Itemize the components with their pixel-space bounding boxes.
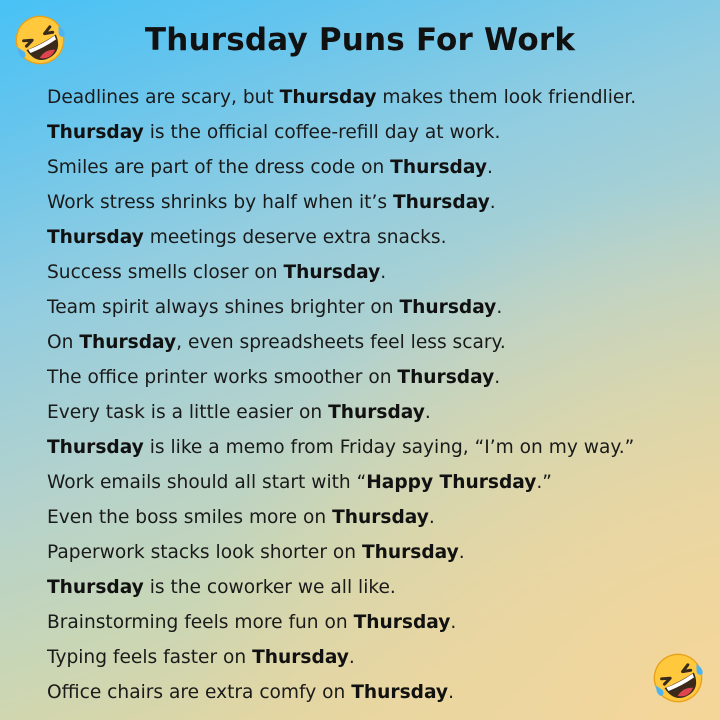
pun-text: . (380, 262, 387, 283)
pun-line (47, 115, 636, 150)
pun-text: .” (536, 472, 552, 493)
pun-text: is the official coffee-refill day at work. (143, 122, 501, 143)
pun-text: On (47, 332, 80, 353)
pun-line (47, 150, 636, 185)
pun-text: Paperwork stacks look shorter on (47, 542, 362, 563)
pun-highlight: Thursday (353, 612, 451, 633)
pun-highlight: Thursday (252, 647, 349, 668)
pun-highlight: Thursday (47, 577, 144, 598)
pun-text: , even spreadsheets feel less scary. (176, 332, 506, 353)
pun-highlight: Thursday (332, 507, 429, 528)
pun-highlight: Thursday (399, 297, 497, 318)
pun-line (47, 500, 636, 535)
pun-highlight: Thursday (79, 332, 177, 353)
pun-text: meetings deserve extra snacks. (143, 227, 447, 248)
pun-text: . (489, 192, 496, 213)
pun-text: is the coworker we all like. (143, 577, 396, 598)
pun-highlight: Thursday (397, 367, 495, 388)
pun-line (47, 290, 636, 325)
pun-text: . (448, 682, 454, 703)
pun-text: . (348, 647, 355, 668)
pun-line (47, 80, 636, 115)
pun-highlight: Thursday (392, 192, 490, 213)
pun-text: Every task is a little easier on (47, 402, 329, 423)
pun-line (47, 640, 636, 675)
pun-line (47, 360, 636, 395)
pun-line (47, 255, 636, 290)
pun-highlight: Thursday (361, 542, 459, 563)
pun-text: The office printer works smoother on (47, 367, 398, 388)
pun-text: is like a memo from Friday saying, “I’m on my way.” (143, 437, 635, 458)
pun-line (47, 430, 636, 465)
pun-line (47, 675, 636, 710)
pun-text: Team spirit always shines brighter on (47, 297, 400, 318)
pun-line (47, 325, 636, 360)
pun-highlight: Thursday (351, 682, 449, 703)
pun-text: Success smells closer on (47, 262, 284, 283)
pun-text: Typing feels faster on (47, 647, 253, 668)
pun-text: . (424, 402, 431, 423)
pun-text: . (496, 297, 503, 318)
pun-text: makes them look friendlier. (376, 87, 637, 108)
pun-text: . (458, 542, 465, 563)
pun-text: Smiles are part of the dress code on (47, 157, 391, 178)
pun-line (47, 570, 636, 605)
page-title: Thursday Puns For Work (144, 22, 576, 58)
pun-highlight: Thursday (47, 437, 144, 458)
pun-text: Work stress shrinks by half when it’s (47, 192, 393, 213)
pun-text: Work emails should all start with “ (47, 472, 367, 493)
pun-highlight: Happy Thursday (366, 472, 537, 493)
pun-text: Office chairs are extra comfy on (47, 682, 352, 703)
pun-line (47, 185, 636, 220)
pun-text: . (494, 367, 501, 388)
pun-line (47, 605, 636, 640)
pun-line (47, 395, 636, 430)
pun-text: Brainstorming feels more fun on (47, 612, 354, 633)
pun-line (47, 535, 636, 570)
pun-highlight: Thursday (47, 122, 144, 143)
laughing-emoji-icon (650, 650, 706, 706)
pun-text: . (450, 612, 457, 633)
pun-highlight: Thursday (283, 262, 381, 283)
pun-highlight: Thursday (279, 87, 377, 108)
pun-text: Deadlines are scary, but (47, 87, 280, 108)
pun-line (47, 220, 636, 255)
pun-text: . (486, 157, 493, 178)
pun-text: . (428, 507, 435, 528)
pun-line (47, 465, 636, 500)
pun-highlight: Thursday (47, 227, 144, 248)
pun-list (47, 80, 636, 710)
pun-highlight: Thursday (390, 157, 487, 178)
pun-text: Even the boss smiles more on (47, 507, 333, 528)
pun-highlight: Thursday (328, 402, 425, 423)
